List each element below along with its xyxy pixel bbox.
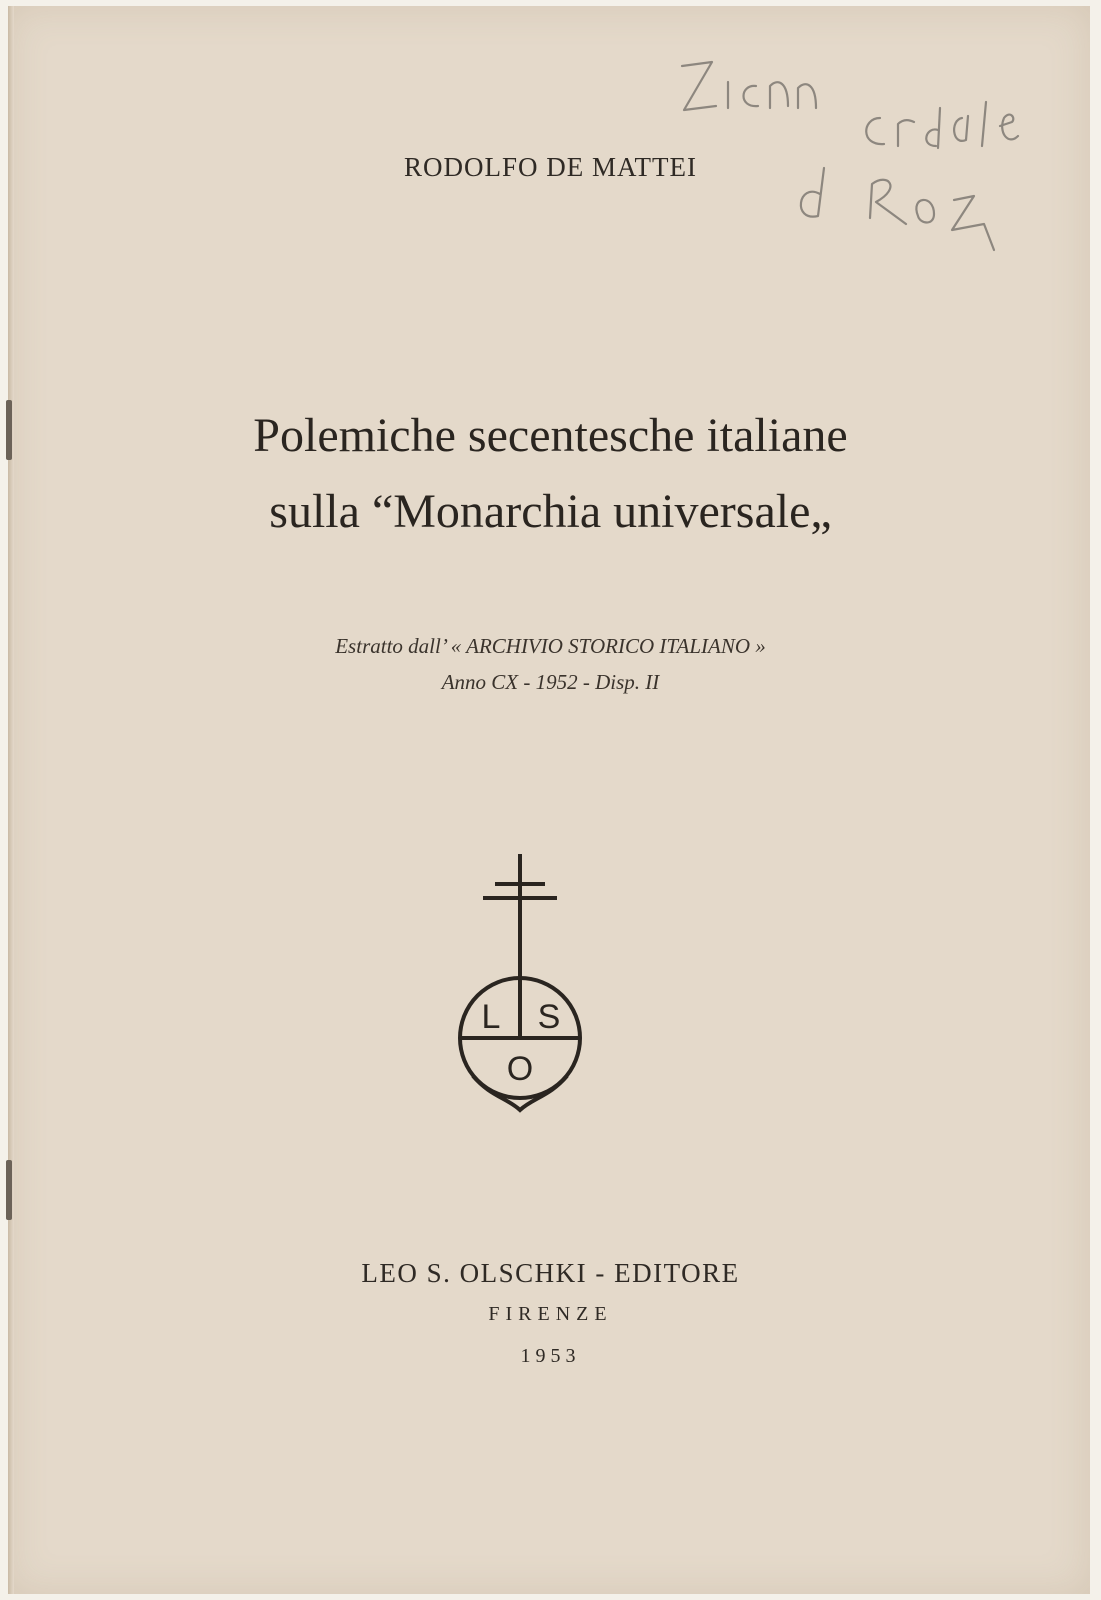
staple-bottom (6, 1160, 12, 1220)
olschki-printer-mark-icon (445, 848, 595, 1118)
book-title (0, 398, 1101, 550)
publisher-name: LEO S. OLSCHKI - EDITORE (361, 1258, 740, 1288)
logo-letter-s: S (537, 998, 561, 1036)
extract-line-2: Anno CX - 1952 - Disp. II (441, 670, 660, 694)
title-line-2: sulla “Monarchia universale„ (269, 485, 832, 538)
extract-line-1: Estratto dall’ « ARCHIVIO STORICO ITALIANO » (335, 634, 766, 658)
extract-note (0, 628, 1101, 700)
logo-letter-l: L (481, 998, 501, 1036)
author-name: RODOLFO DE MATTEI (404, 152, 697, 182)
title-line-1: Polemiche secentesche italiane (253, 409, 848, 462)
publisher-city: FIRENZE (488, 1303, 613, 1325)
logo-letter-o: O (506, 1050, 534, 1088)
publication-year: 1953 (520, 1345, 581, 1367)
